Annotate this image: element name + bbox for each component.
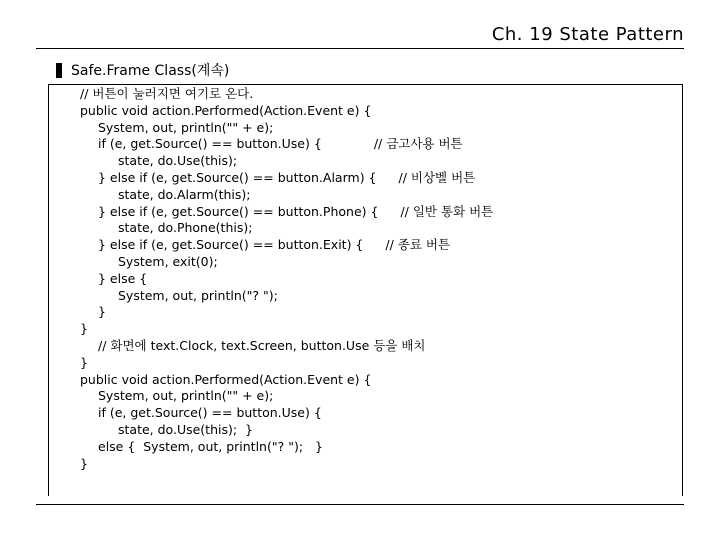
code-listing xyxy=(80,86,493,472)
code-text: public void action.Performed(Action.Event e) { xyxy=(80,371,372,387)
code-line xyxy=(80,220,493,237)
code-text: state, do.Use(this); xyxy=(118,153,238,169)
code-line xyxy=(80,288,493,305)
code-text: if (e, get.Source() == button.Use) { xyxy=(98,136,322,152)
code-text: } else { xyxy=(98,270,148,286)
code-text: } xyxy=(98,304,106,320)
code-line xyxy=(80,187,493,204)
code-text: } else if (e, get.Source() == button.Exit) { xyxy=(98,237,364,253)
code-line xyxy=(80,355,493,372)
code-line xyxy=(80,254,493,271)
code-line xyxy=(80,422,493,439)
code-text: if (e, get.Source() == button.Use) { xyxy=(98,405,322,421)
code-text: } xyxy=(80,321,88,337)
code-line xyxy=(80,372,493,389)
code-line xyxy=(80,170,493,187)
code-text: state, do.Use(this); } xyxy=(118,421,253,437)
code-line xyxy=(80,338,493,355)
code-line xyxy=(80,103,493,120)
code-text: } else if (e, get.Source() == button.Alarm) { xyxy=(98,169,377,185)
code-text: state, do.Alarm(this); xyxy=(118,186,251,202)
code-text: System, out, println("" + e); xyxy=(98,119,274,135)
section-heading-text: Safe.Frame Class(계속) xyxy=(71,63,230,79)
slide-title: Ch. 19 State Pattern xyxy=(491,24,684,45)
code-line xyxy=(80,153,493,170)
title-divider xyxy=(36,48,684,49)
code-text: } xyxy=(80,354,88,370)
code-line xyxy=(80,120,493,137)
bullet-square-icon xyxy=(56,63,62,78)
code-comment: // 버튼이 눌러지면 여기로 온다. xyxy=(80,86,254,101)
code-line xyxy=(80,204,493,221)
code-line xyxy=(80,86,493,103)
bottom-divider xyxy=(36,504,684,505)
code-text: } xyxy=(80,455,88,471)
code-line xyxy=(80,271,493,288)
code-text: System, exit(0); xyxy=(118,253,218,269)
code-line xyxy=(80,456,493,473)
code-line xyxy=(80,405,493,422)
code-text: public void action.Performed(Action.Event e) { xyxy=(80,102,372,118)
code-text: } else if (e, get.Source() == button.Phone) { xyxy=(98,203,379,219)
code-line xyxy=(80,439,493,456)
code-comment: // 종료 버튼 xyxy=(385,237,451,253)
code-line xyxy=(80,304,493,321)
code-comment: // 금고사용 버튼 xyxy=(373,136,463,152)
code-comment: // 화면에 text.Clock, text.Screen, button.Use 등을 배치 xyxy=(98,337,426,353)
code-text: state, do.Phone(this); xyxy=(118,220,253,236)
code-line xyxy=(80,136,493,153)
code-line xyxy=(80,237,493,254)
code-line xyxy=(80,321,493,338)
code-text: else { System, out, println("? "); } xyxy=(98,438,323,454)
code-text: System, out, println("" + e); xyxy=(98,388,274,404)
code-text: System, out, println("? "); xyxy=(118,287,278,303)
section-heading xyxy=(56,60,229,80)
code-comment: // 일반 통화 버튼 xyxy=(400,203,494,219)
code-line xyxy=(80,388,493,405)
code-comment: // 비상벨 버튼 xyxy=(398,169,476,185)
